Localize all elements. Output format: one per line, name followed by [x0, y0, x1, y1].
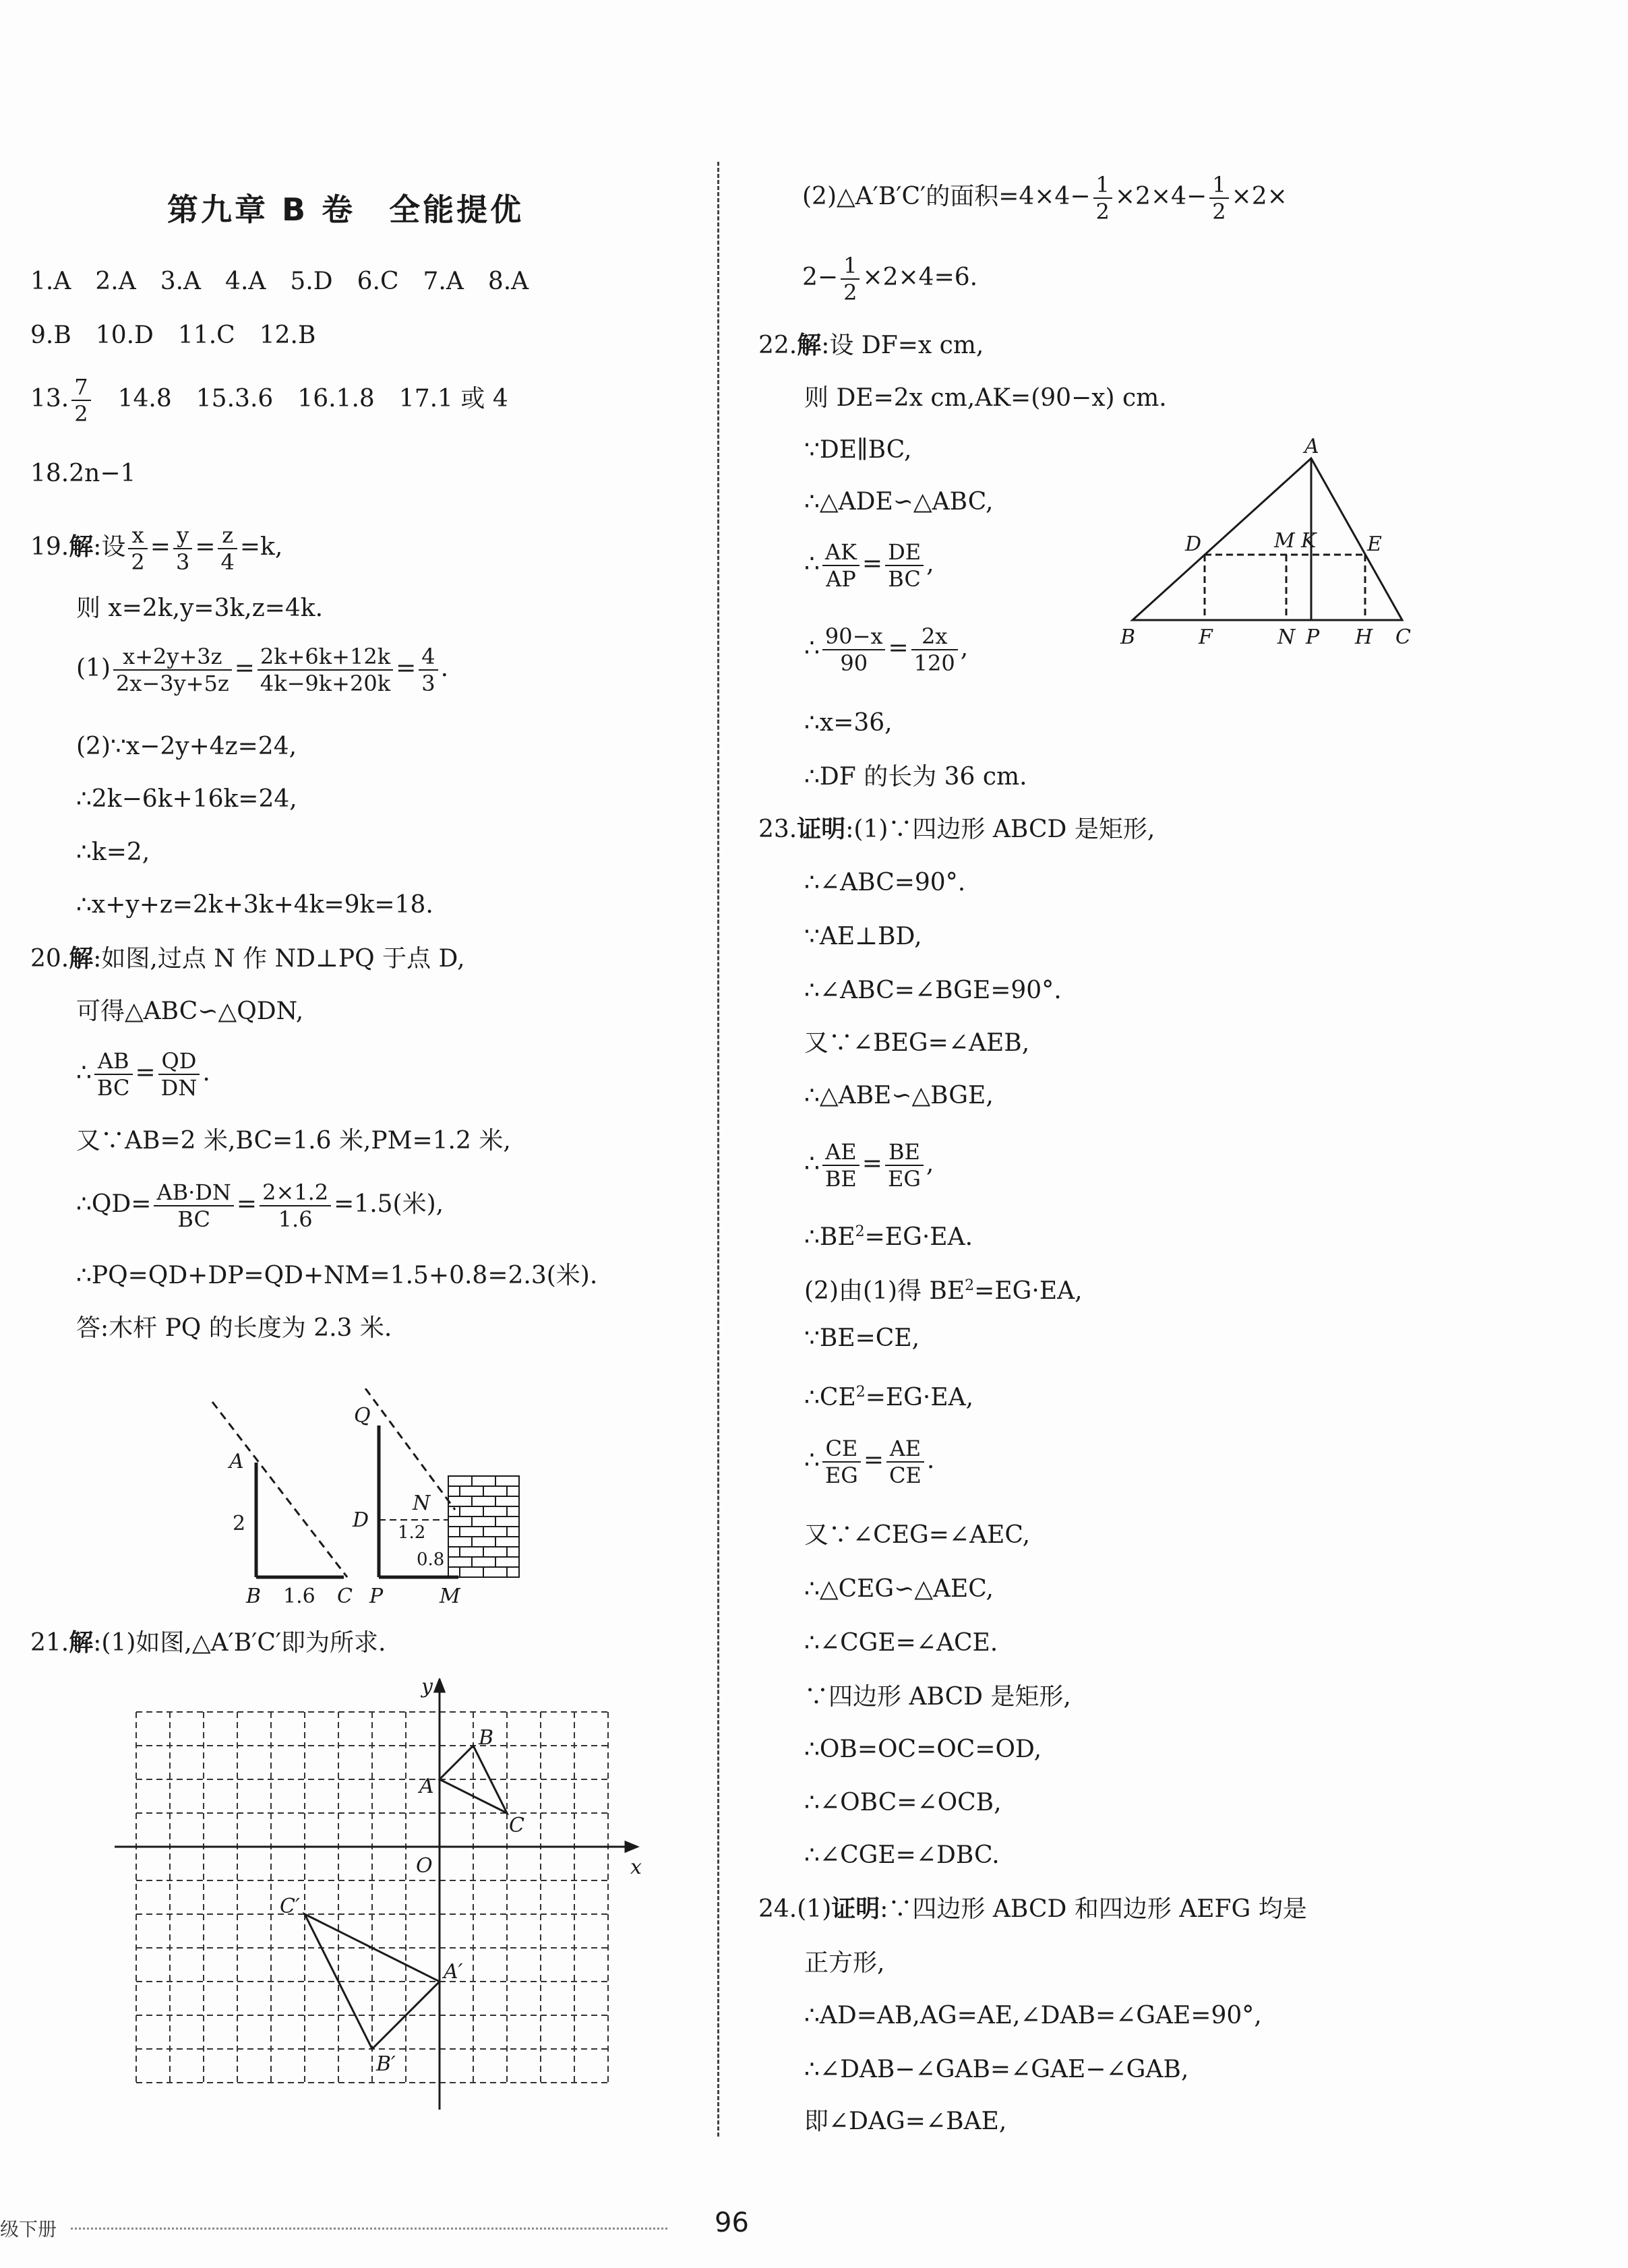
- label-a: A: [1304, 435, 1319, 458]
- label-e: E: [1367, 532, 1382, 556]
- q23-text: :(1)∵四边形 ABCD 是矩形,: [845, 816, 1155, 843]
- q23-line-13: 又∵∠CEG=∠AEC,: [804, 1521, 1031, 1549]
- q20-l3-eq: =: [135, 1059, 156, 1086]
- q24-text: :∵四边形 ABCD 和四边形 AEFG 均是: [880, 1895, 1307, 1923]
- q20-line-3: [76, 1048, 210, 1101]
- q13-prefix: 13.: [30, 385, 69, 412]
- q23-line-12: [804, 1436, 934, 1488]
- q22-l6-f1-num: 90−x: [822, 623, 886, 650]
- q24-number: 24.: [758, 1895, 797, 1923]
- r-l1-f1-den: 2: [1095, 199, 1110, 224]
- q19-l3-eq2: =: [396, 654, 417, 682]
- q23-line-2: ∴∠ABC=90°.: [804, 869, 966, 896]
- q19-line-5: ∴2k−6k+16k=24,: [76, 785, 297, 813]
- q23-line-18: ∴∠OBC=∠OCB,: [804, 1789, 1002, 1816]
- q23-line-8: [804, 1217, 973, 1253]
- q22-l5-frac-1: [822, 539, 860, 592]
- r-l1-f1-num: 1: [1093, 172, 1112, 199]
- q19-eq-1: =: [150, 533, 171, 561]
- q22-l6-frac-2: [911, 623, 958, 676]
- label-c1: C′: [280, 1895, 300, 1918]
- label-b: B: [479, 1726, 494, 1750]
- q20-number: 20.: [30, 945, 69, 973]
- q19-line-4: (2)∵x−2y+4z=24,: [76, 733, 297, 760]
- q22-l5-end: ,: [926, 550, 934, 578]
- label-n: N: [1277, 625, 1296, 649]
- column-divider: [717, 162, 719, 2137]
- q19-tail: =k,: [239, 533, 283, 561]
- q23-l11-a: ∴CE: [804, 1384, 856, 1411]
- q20-figure: [202, 1388, 553, 1611]
- q24-proof-label: 证明: [831, 1895, 880, 1923]
- q23-l7-eq: =: [862, 1150, 882, 1177]
- q23-l7-f1-num: AE: [822, 1139, 860, 1166]
- q19-frac-2-den: 3: [175, 549, 190, 575]
- q22-l6-f2-den: 120: [913, 650, 955, 676]
- r-l1-f2-num: 1: [1209, 172, 1228, 199]
- label-p: P: [369, 1585, 384, 1608]
- q23-l12-frac-1: [822, 1436, 861, 1488]
- r-l1-frac-2: [1209, 172, 1228, 224]
- r-l1-f2-den: 2: [1212, 199, 1226, 224]
- q20-l3-f1-num: AB: [94, 1048, 133, 1075]
- q22-solve-label: 解: [797, 332, 822, 359]
- label-m: M: [440, 1585, 460, 1608]
- label-c: C: [509, 1814, 524, 1837]
- label-d: D: [353, 1508, 369, 1532]
- q20-line-4: 又∵AB=2 米,BC=1.6 米,PM=1.2 米,: [76, 1127, 511, 1155]
- q22-figure: [1112, 431, 1422, 654]
- q20-l3-pre: ∴: [76, 1059, 92, 1086]
- q23-line-10: ∵BE=CE,: [804, 1324, 920, 1352]
- q13-fraction: [71, 374, 90, 427]
- q23-l7-pre: ∴: [804, 1150, 820, 1177]
- q19-frac-2: [173, 522, 192, 575]
- q19-solve-label: 解: [69, 533, 94, 561]
- q23-line-17: ∴OB=OC=OC=OD,: [804, 1736, 1042, 1763]
- q19-frac-3: [218, 522, 237, 575]
- q21-number: 21.: [30, 1629, 69, 1657]
- label-h: H: [1355, 625, 1373, 649]
- q20-l5-f2-num: 2×1.2: [260, 1179, 331, 1206]
- label-o: O: [416, 1854, 433, 1878]
- q22-l6-f1-den: 90: [840, 650, 868, 676]
- q22-line-7: ∴x=36,: [804, 709, 893, 737]
- r-l2-pre: 2−: [802, 264, 839, 291]
- q23-number: 23.: [758, 816, 797, 843]
- r-l1-mid: ×2×4−: [1114, 183, 1207, 210]
- q19-l3-f1-num: x+2y+3z: [113, 644, 232, 671]
- q23-l12-end: .: [926, 1446, 935, 1474]
- q22-l6-end: ,: [960, 634, 969, 662]
- q23-l12-f1-den: EG: [824, 1463, 858, 1488]
- q19-line-2: 则 x=2k,y=3k,z=4k.: [76, 594, 324, 622]
- q23-line-9: [804, 1270, 1083, 1307]
- q20-l5-pre: ∴QD=: [76, 1190, 152, 1218]
- q23-line-1: [758, 814, 1155, 845]
- label-d: D: [1185, 532, 1202, 556]
- q20-line-6: ∴PQ=QD+DP=QD+NM=1.5+0.8=2.3(米).: [76, 1262, 598, 1289]
- label-k: K: [1301, 529, 1317, 553]
- label-08: 0.8: [417, 1550, 445, 1570]
- label-b: B: [246, 1585, 262, 1608]
- q19-frac-2-num: y: [173, 522, 192, 549]
- q23-l12-f1-num: CE: [822, 1436, 861, 1463]
- q23-line-15: ∴∠CGE=∠ACE.: [804, 1629, 998, 1657]
- q22-line-1: [758, 330, 984, 361]
- q23-proof-label: 证明: [797, 816, 846, 843]
- q20-l3-f2-num: QD: [158, 1048, 200, 1075]
- q22-line-8: ∴DF 的长为 36 cm.: [804, 763, 1027, 791]
- q24-line-2: 正方形,: [804, 1949, 885, 1977]
- q23-l9-sup: 2: [965, 1277, 975, 1294]
- q21-line-1: [30, 1628, 386, 1659]
- q22-l6-pre: ∴: [804, 634, 820, 662]
- q19-line-7: ∴x+y+z=2k+3k+4k=9k=18.: [76, 891, 433, 919]
- q19-l3-frac-1: [113, 644, 232, 696]
- q20-line-5: [76, 1179, 444, 1232]
- brick-wall: [448, 1476, 519, 1577]
- q23-line-4: ∴∠ABC=∠BGE=90°.: [804, 977, 1062, 1004]
- q20-l5-end: =1.5(米),: [334, 1190, 444, 1218]
- r-l2-frac: [841, 253, 860, 305]
- q20-line-2: 可得△ABC∽△QDN,: [76, 998, 304, 1025]
- q19-frac-3-num: z: [218, 522, 237, 549]
- q19-l3-pre: (1): [76, 654, 111, 682]
- q23-l11-sup: 2: [855, 1384, 866, 1401]
- q22-text: :设 DF=x cm,: [821, 332, 984, 359]
- label-a1: A′: [444, 1960, 463, 1984]
- q23-l12-pre: ∴: [804, 1446, 820, 1474]
- q19-text: :设: [93, 533, 126, 561]
- q23-line-6: ∴△ABE∽△BGE,: [804, 1082, 994, 1109]
- q23-l8-b: =EG·EA.: [864, 1223, 973, 1251]
- q13-rest: 14.8 15.3.6 16.1.8 17.1 或 4: [93, 385, 508, 412]
- answers-row-3: [30, 374, 508, 427]
- q19-line-3: [76, 644, 448, 696]
- q23-line-3: ∵AE⊥BD,: [804, 923, 922, 950]
- q20-l5-frac-2: [260, 1179, 331, 1232]
- q13-num: 7: [71, 374, 90, 401]
- q24-pre: (1): [797, 1895, 832, 1923]
- q22-l5-f2-num: DE: [885, 539, 924, 566]
- q22-l5-f1-num: AK: [822, 539, 860, 566]
- label-2: 2: [233, 1512, 246, 1535]
- q23-line-19: ∴∠CGE=∠DBC.: [804, 1841, 1000, 1869]
- answers-row-1: 1.A 2.A 3.A 4.A 5.D 6.C 7.A 8.A: [30, 268, 529, 295]
- r-l2-f-num: 1: [841, 253, 860, 280]
- label-a: A: [229, 1450, 244, 1473]
- q24-line-1: [758, 1894, 1307, 1925]
- q19-l3-f3-den: 3: [421, 671, 435, 696]
- q19-l3-eq: =: [234, 654, 255, 682]
- q23-l8-sup: 2: [855, 1223, 865, 1240]
- q23-l7-frac-2: [885, 1139, 924, 1192]
- q20-l5-frac-1: [154, 1179, 233, 1232]
- q23-line-16: ∵四边形 ABCD 是矩形,: [804, 1683, 1071, 1711]
- q22-line-3: ∵DE∥BC,: [804, 436, 912, 464]
- footer-rule: [71, 2228, 667, 2230]
- q22-l5-f2-den: BC: [888, 566, 921, 592]
- q23-l7-f1-den: BE: [824, 1166, 857, 1192]
- page-number: 96: [715, 2207, 749, 2238]
- q19-line-1: [30, 522, 282, 575]
- q22-line-6: [804, 623, 968, 676]
- label-q: Q: [354, 1404, 371, 1428]
- q19-l3-f3-num: 4: [419, 644, 438, 671]
- label-p: P: [1306, 625, 1320, 649]
- q23-l7-f2-den: EG: [887, 1166, 921, 1192]
- q19-frac-1: [128, 522, 147, 575]
- q22-l5-frac-2: [885, 539, 924, 592]
- q22-l6-eq: =: [888, 634, 909, 662]
- q23-l11-b: =EG·EA,: [865, 1384, 974, 1411]
- q22-line-4: ∴△ADE∽△ABC,: [804, 488, 994, 516]
- label-x: x: [630, 1856, 642, 1879]
- q20-solve-label: 解: [69, 945, 94, 973]
- q19-frac-1-num: x: [128, 522, 147, 549]
- label-c: C: [337, 1585, 353, 1608]
- r-l2-f-den: 2: [843, 280, 857, 305]
- q19-l3-frac-2: [258, 644, 393, 696]
- r-l2-end: ×2×4=6.: [862, 264, 978, 291]
- q22-line-5: [804, 539, 934, 592]
- q23-line-11: [804, 1377, 973, 1413]
- label-f: F: [1199, 625, 1213, 649]
- q23-l8-a: ∴BE: [804, 1223, 855, 1251]
- sun-ray-1: [212, 1402, 347, 1577]
- label-m: M: [1274, 529, 1295, 553]
- q23-line-5: 又∵∠BEG=∠AEB,: [804, 1029, 1030, 1057]
- q20-l5-eq: =: [236, 1190, 258, 1218]
- q22-l6-f2-num: 2x: [911, 623, 958, 650]
- q19-l3-f1-den: 2x−3y+5z: [116, 671, 229, 696]
- q24-line-4: ∴∠DAB−∠GAB=∠GAE−∠GAB,: [804, 2056, 1189, 2083]
- q22-l5-f1-den: AP: [826, 566, 856, 592]
- q22-l5-pre: ∴: [804, 550, 820, 578]
- label-b1: B′: [376, 2052, 396, 2076]
- q19-eq-2: =: [195, 533, 216, 561]
- r-l1-pre: (2)△A′B′C′的面积=4×4−: [802, 183, 1091, 210]
- q23-l7-end: ,: [926, 1150, 934, 1177]
- q20-l3-f1-den: BC: [96, 1075, 130, 1101]
- q21-2-line-2: [802, 253, 977, 305]
- q19-l3-f2-num: 2k+6k+12k: [258, 644, 393, 671]
- q24-line-5: 即∠DAG=∠BAE,: [804, 2108, 1007, 2135]
- label-16: 1.6: [283, 1585, 315, 1608]
- q21-text: :(1)如图,△A′B′C′即为所求.: [93, 1629, 386, 1657]
- answer-18: 18.2n−1: [30, 460, 136, 487]
- q20-text: :如图,过点 N 作 ND⊥PQ 于点 D,: [93, 945, 465, 973]
- q19-frac-1-den: 2: [131, 549, 145, 575]
- label-c: C: [1395, 625, 1411, 649]
- label-12: 1.2: [398, 1523, 426, 1543]
- q19-l3-end: .: [440, 654, 449, 682]
- q21-2-line-1: [802, 172, 1288, 224]
- q20-line-1: [30, 944, 465, 975]
- q20-line-7: 答:木杆 PQ 的长度为 2.3 米.: [76, 1314, 392, 1342]
- q19-line-6: ∴k=2,: [76, 838, 150, 866]
- q19-l3-f2-den: 4k−9k+20k: [260, 671, 391, 696]
- q23-l12-f2-den: CE: [889, 1463, 922, 1488]
- q23-l7-frac-1: [822, 1139, 860, 1192]
- q20-l5-f1-num: AB·DN: [154, 1179, 233, 1206]
- q19-number: 19.: [30, 533, 69, 561]
- label-a: A: [419, 1775, 434, 1798]
- q23-l7-f2-num: BE: [885, 1139, 924, 1166]
- q22-l6-frac-1: [822, 623, 886, 676]
- r-l1-frac-1: [1093, 172, 1112, 224]
- label-b: B: [1120, 625, 1136, 649]
- q20-l3-end: .: [202, 1059, 210, 1086]
- label-y: y: [421, 1678, 433, 1698]
- q20-l3-frac-1: [94, 1048, 133, 1101]
- q24-line-3: ∴AD=AB,AG=AE,∠DAB=∠GAE=90°,: [804, 2002, 1262, 2029]
- q13-den: 2: [74, 401, 88, 427]
- q19-l3-frac-3: [419, 644, 438, 696]
- answers-row-2: 9.B 10.D 11.C 12.B: [30, 321, 316, 349]
- label-n: N: [413, 1492, 431, 1515]
- r-l1-end: ×2×: [1231, 183, 1288, 210]
- q22-number: 22.: [758, 332, 797, 359]
- q23-line-14: ∴△CEG∽△AEC,: [804, 1575, 994, 1603]
- q23-l12-frac-2: [886, 1436, 924, 1488]
- q19-frac-3-den: 4: [220, 549, 235, 575]
- q23-l12-f2-num: AE: [886, 1436, 924, 1463]
- q21-solve-label: 解: [69, 1629, 94, 1657]
- triangle-abc: [1133, 458, 1402, 620]
- grid-lines: [136, 1712, 608, 2083]
- q23-l12-eq: =: [863, 1446, 884, 1474]
- q20-l5-f1-den: BC: [177, 1206, 210, 1232]
- q20-l3-frac-2: [158, 1048, 200, 1101]
- q20-l3-f2-den: DN: [160, 1075, 198, 1101]
- q20-l5-f2-den: 1.6: [278, 1206, 313, 1232]
- q23-line-7: [804, 1139, 934, 1192]
- footer-label: 级下册: [0, 2218, 57, 2240]
- q21-coordinate-grid: [115, 1678, 654, 2110]
- q23-l9-a: (2)由(1)得 BE: [804, 1277, 965, 1305]
- q22-line-2: 则 DE=2x cm,AK=(90−x) cm.: [804, 384, 1167, 412]
- q23-l9-b: =EG·EA,: [974, 1277, 1083, 1305]
- q22-l5-eq: =: [862, 550, 883, 578]
- page-title: 第九章 B 卷 全能提优: [167, 191, 524, 228]
